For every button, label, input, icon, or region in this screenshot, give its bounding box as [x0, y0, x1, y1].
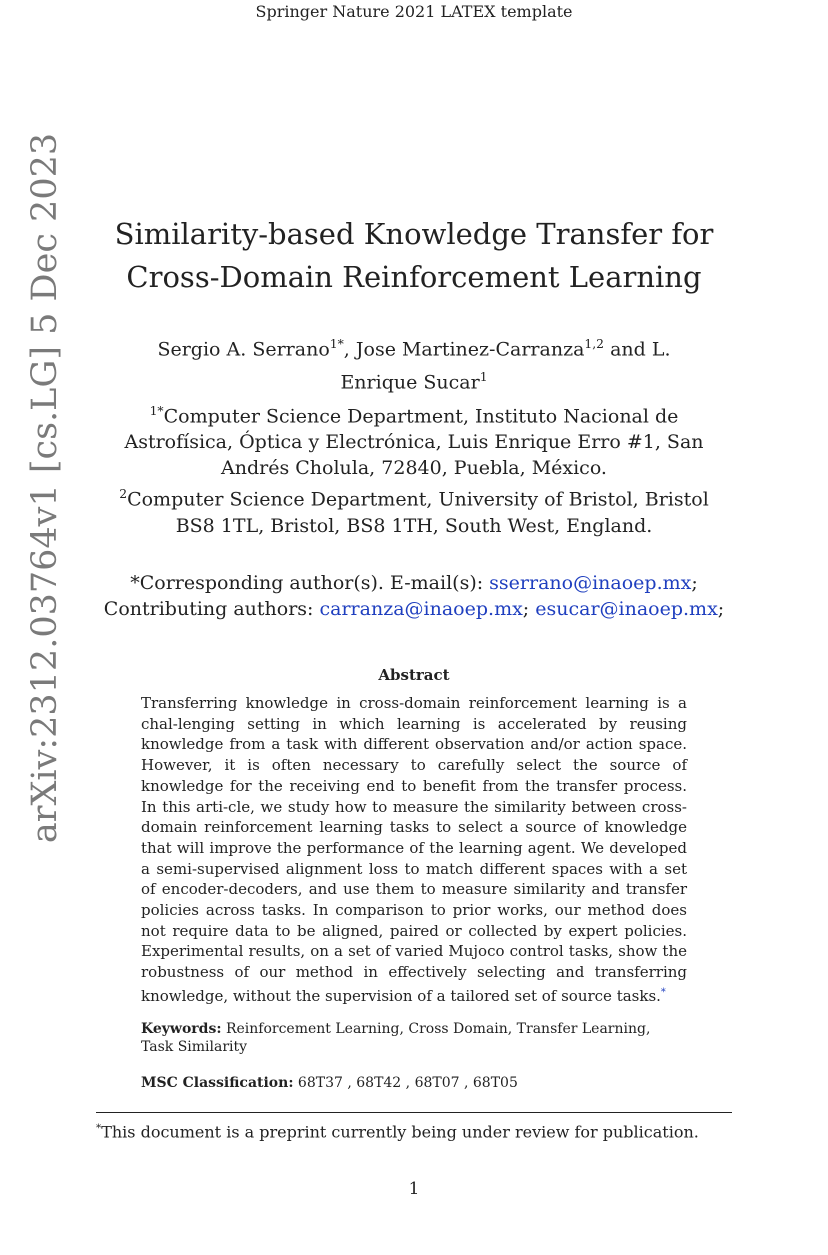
- affiliation-line: BS8 1TL, Bristol, BS8 1TH, South West, England.: [175, 514, 653, 537]
- authors-line-2: [0, 363, 828, 396]
- affiliation-mark: 1: [479, 370, 488, 385]
- email-link[interactable]: sserrano@inaoep.mx: [489, 572, 692, 594]
- affiliation-line: $^{1*}$Computer Science Department, Instituto Nacional de: [149, 404, 679, 428]
- author-name: Enrique Sucar: [340, 371, 480, 394]
- running-header: Springer Nature 2021 LATEX template: [255, 2, 573, 21]
- email-link[interactable]: esucar@inaoep.mx: [535, 598, 718, 620]
- footnote-mark: *: [96, 1122, 102, 1134]
- author-separator: ,: [343, 338, 356, 361]
- affiliation-mark: 1,2: [584, 337, 605, 351]
- affiliation-line: $^2$Computer Science Department, University of Bristol, Bristol: [119, 487, 709, 511]
- author-name: Sergio A. Serrano: [157, 338, 330, 361]
- affiliation-line: Andrés Cholula, 72840, Puebla, México.: [221, 457, 607, 480]
- arxiv-identifier: arXiv:2312.03764v1 [cs.LG] 5 Dec 2023: [25, 132, 65, 844]
- msc-classification: [141, 1075, 518, 1091]
- affiliation-mark: 1*: [329, 337, 344, 351]
- footnote-text: This document is a preprint currently being under review for publication.: [101, 1122, 699, 1142]
- abstract-text: [141, 693, 687, 1007]
- author-list: [0, 330, 828, 397]
- page-number: 1: [408, 1179, 420, 1199]
- msc-label: MSC Classification:: [141, 1075, 294, 1091]
- author-separator: and L.: [604, 338, 671, 361]
- abstract-heading: Abstract: [378, 666, 450, 684]
- affiliation-mark: 1*: [149, 404, 164, 418]
- author-name: Jose Martinez-Carranza: [355, 338, 585, 361]
- correspondence: [0, 570, 828, 622]
- affiliations: [0, 398, 828, 539]
- contributing-line: Contributing authors: carranza@inaoep.mx; esucar@inaoep.mx;: [103, 598, 725, 620]
- keywords: [141, 1020, 687, 1056]
- paper-title: [0, 213, 828, 299]
- corresponding-line: *Corresponding author(s). E-mail(s): sserrano@inaoep.mx;: [130, 572, 698, 594]
- affiliation-mark: 2: [119, 487, 128, 502]
- footnote-link[interactable]: *: [660, 986, 666, 998]
- email-link[interactable]: carranza@inaoep.mx: [319, 598, 523, 620]
- msc-codes: 68T37 , 68T42 , 68T07 , 68T05: [293, 1075, 518, 1091]
- authors-line-1: [0, 330, 828, 363]
- keywords-text: Reinforcement Learning, Cross Domain, Transfer Learning, Task Similarity: [141, 1021, 651, 1055]
- affiliation-line: Astrofísica, Óptica y Electrónica, Luis Enrique Erro #1, San: [124, 431, 704, 454]
- abstract-body: Transferring knowledge in cross-domain reinforcement learning is a chal-lenging setting in which learning is accelerated by reusing knowledge from a task with different observation and/or action space. However, it is often necessary to carefully select the source of knowledge for the receiving end to benefit from the transfer process. In this arti-cle, we study how to measure the similarity between cross-domain reinforcement learning tasks to select a source of knowledge that will improve the performance of the learning agent. We developed a semi-supervised alignment loss to match different spaces with a set of encoder-decoders, and use them to measure similarity and transfer policies across tasks. In comparison to prior works, our method does not require data to be aligned, paired or collected by expert policies. Experimental results, on a set of varied Mujoco control tasks, show the robustness of our method in effectively selecting and transferring knowledge, without the supervision of a tailored set of source tasks.: [141, 694, 687, 1005]
- footnote: [96, 1122, 699, 1141]
- footnote-rule: [96, 1112, 732, 1113]
- keywords-label: Keywords:: [141, 1021, 222, 1037]
- title-line-2: Cross-Domain Reinforcement Learning: [126, 260, 702, 294]
- title-line-1: Similarity-based Knowledge Transfer for: [114, 217, 714, 251]
